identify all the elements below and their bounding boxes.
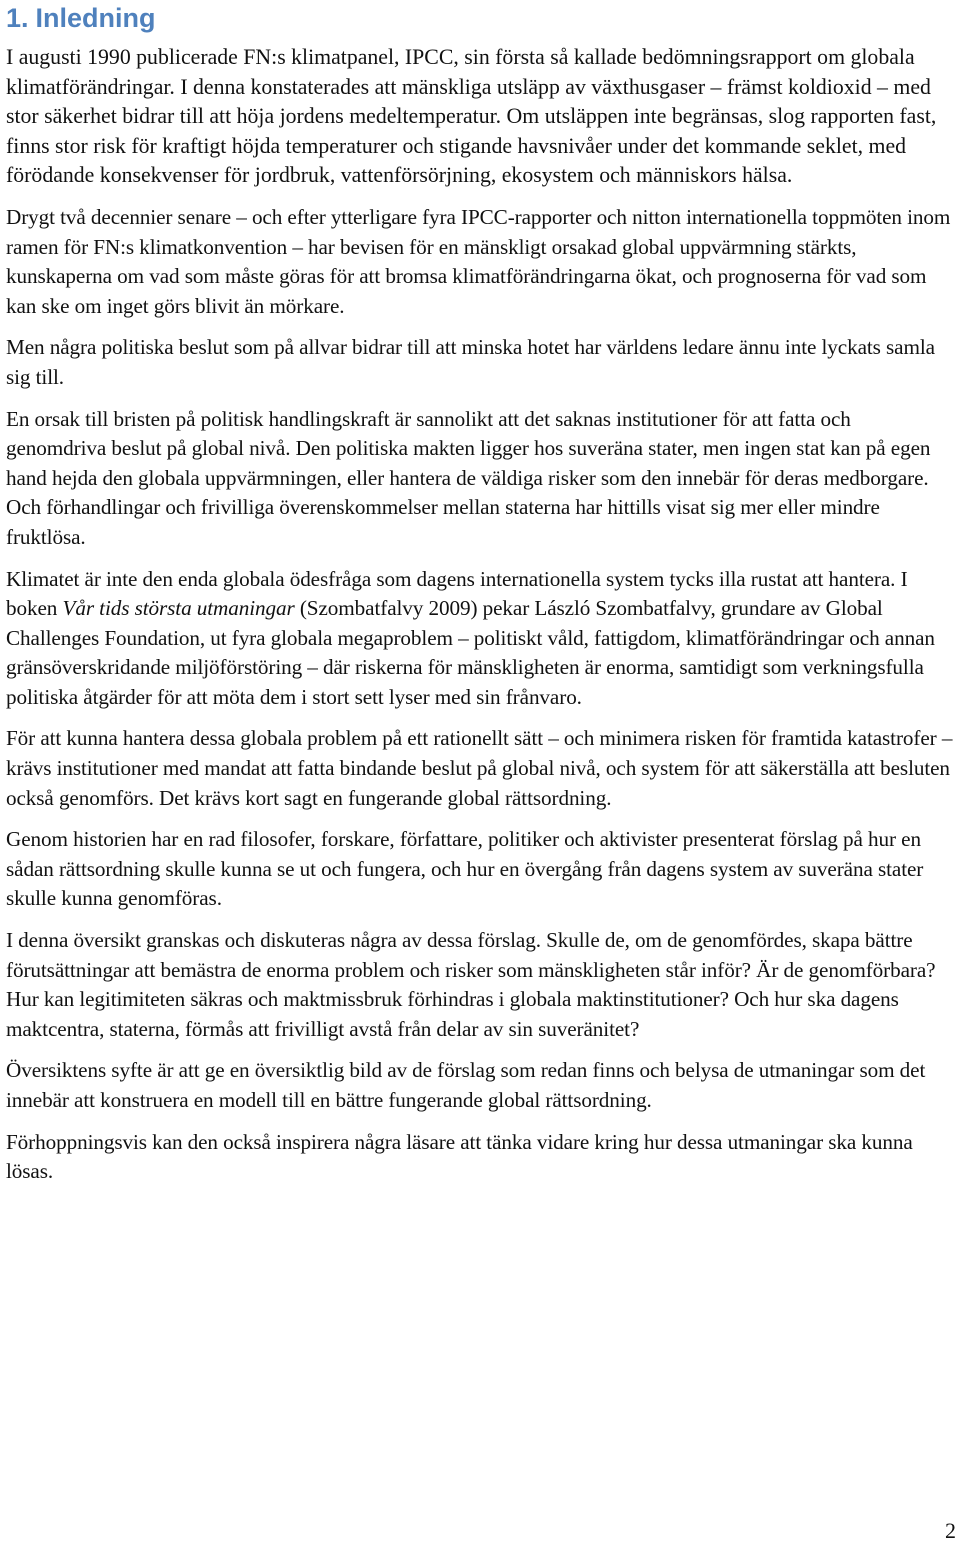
section-number: 1. [6,3,29,33]
document-page [6,0,956,1199]
paragraph-9: Översiktens syfte är att ge en översiktlig bild av de förslag som redan finns och belysa de utmaningar som det innebär att konstruera en modell till en bättre fungerande global rättsordning. [6,1058,926,1112]
paragraph-7: Genom historien har en rad filosofer, forskare, författare, politiker och aktivister presenterat förslag på hur en sådan rättsordning skulle kunna se ut och fungera, och hur en övergång från dagens system av suveräna stater skulle kunna genomföras. [6,827,924,911]
section-title: Inledning [35,3,156,33]
paragraph-6: För att kunna hantera dessa globala problem på ett rationellt sätt – och minimera risken för framtida katastrofer – krävs institutioner med mandat att fatta bindande beslut på global nivå, och system för att säkerställa att besluten också genomförs. Det krävs kort sagt en fungerande global rättsordning. [6,726,953,810]
paragraph-5-text-before: Klimatet är inte den enda globala ödesfråga som dagens internationella system tycks illa rustat att hantera. I boken [6,566,908,621]
page-number: 2 [945,1518,956,1543]
paragraph-1: I augusti 1990 publicerade FN:s klimatpanel, IPCC, sin första så kallade bedömningsrapport om globala klimatförändringar. I denna konstaterades att mänskliga utsläpp av växthusgaser – främst koldioxid – med stor säkerhet bidrar till att höja jordens medeltemperatur. Om utsläppen inte begränsas, slog rapporten fast, finns stor risk för kraftigt höjda temperaturer och stigande havsnivåer under det kommande seklet, med förödande konsekvenser för jordbruk, vattenförsörjning, ekosystem och människors hälsa. [6,45,937,188]
paragraph-4: En orsak till bristen på politisk handlingskraft är sannolikt att det saknas institutioner för att fatta och genomdriva beslut på global nivå. Den politiska makten ligger hos suveräna stater, men ingen stat kan på egen hand hejda den globala uppvärmningen, eller hantera de väldiga risker som den innebär för deras medborgare. Och förhandlingar och frivilliga överenskommelser mellan staterna har hittills visat sig mer eller mindre fruktlösa. [6,406,931,549]
paragraph-8: I denna översikt granskas och diskuteras några av dessa förslag. Skulle de, om de genomfördes, skapa bättre förutsättningar att bemästra de enorma problem och risker som mänskligheten står inför? Är de genomförbara? Hur kan legitimiteten säkras och maktmissbruk förhindras i globala maktinstitutioner? Och hur ska dagens maktcentra, staterna, förmås att frivilligt avstå från delar av sin suveränitet? [6,928,936,1041]
section-heading [6,0,956,43]
paragraph-10: Förhoppningsvis kan den också inspirera några läsare att tänka vidare kring hur dessa utmaningar ska kunna lösas. [6,1129,913,1184]
paragraph-5-text-after: (Szombatfalvy 2009) pekar László Szombatfalvy, grundare av Global Challenges Foundation, ut fyra globala megaproblem – politiskt våld, fattigdom, klimatförändringar och annan gränsöverskridande miljöförstöring – där riskerna för mänskligheten är enorma, samtidigt som verkningsfulla politiska åtgärder för att möta dem i stort sett lyser med sin frånvaro. [6,596,935,709]
paragraph-5 [6,565,956,713]
paragraph-3: Men några politiska beslut som på allvar bidrar till att minska hotet har världens ledare ännu inte lyckats samla sig till. [6,335,935,389]
book-title: Vår tids största utmaningar [62,596,295,621]
paragraph-2: Drygt två decennier senare – och efter ytterligare fyra IPCC-rapporter och nitton internationella toppmöten inom ramen för FN:s klimatkonvention – har bevisen för en mänskligt orsakad global uppvärmning stärkts, kunskaperna om vad som måste göras för att bromsa klimatförändringarna ökat, och prognoserna för vad som kan ske om inget görs blivit än mörkare. [6,204,951,318]
